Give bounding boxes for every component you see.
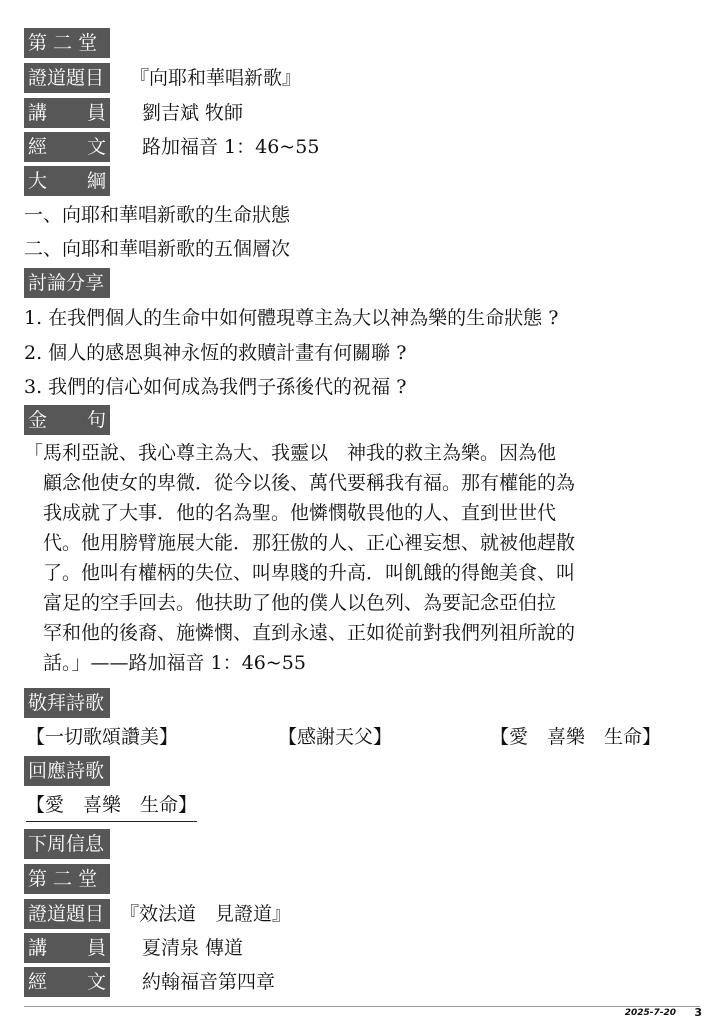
verse-label-char-1: 金 <box>28 409 48 431</box>
scripture-ref: 路加福音 1：46~55 <box>142 136 320 158</box>
page-number: 3 <box>694 1006 702 1019</box>
worship-song: 【一切歌頌讚美】 <box>26 726 179 748</box>
outline-item: 一、向耶和華唱新歌的生命狀態 <box>24 204 291 226</box>
outline-item: 二、向耶和華唱新歌的五個層次 <box>24 238 291 260</box>
next-scripture-label-char-2: 文 <box>86 971 106 993</box>
next-week-label: 下周信息 <box>24 829 110 859</box>
sermon-title-label: 證道題目 <box>24 63 110 93</box>
response-song: 【愛 喜樂 生命】 <box>26 790 197 822</box>
sermon-title: 『向耶和華唱新歌』 <box>130 67 302 89</box>
verse-line: 「馬利亞說、我心尊主為大、我靈以 神我的救主為樂。因為他 <box>24 442 557 464</box>
verse-line: 罕和他的後裔、施憐憫、直到永遠、正如從前對我們列祖所說的 <box>24 622 576 644</box>
worship-label: 敬拜詩歌 <box>24 688 110 718</box>
scripture-label-char-2: 文 <box>86 136 106 158</box>
verse-text <box>24 438 704 678</box>
verse-line: 話。」——路加福音 1：46~55 <box>24 652 306 674</box>
hall-label: 第 二 堂 <box>24 28 110 58</box>
speaker-label-char-1: 講 <box>28 102 48 124</box>
worship-song: 【愛 喜樂 生命】 <box>490 726 662 748</box>
next-speaker-label-char-1: 講 <box>28 937 48 959</box>
next-title-label: 證道題目 <box>24 899 110 929</box>
scripture-label <box>24 132 110 162</box>
speaker-label-char-2: 員 <box>86 102 106 124</box>
next-speaker-name: 夏清泉 傳道 <box>142 937 244 959</box>
verse-label <box>24 405 110 435</box>
outline-label-char-2: 綱 <box>86 170 106 192</box>
speaker-name: 劉吉斌 牧師 <box>142 102 244 124</box>
next-hall-label: 第 二 堂 <box>24 864 110 894</box>
response-label: 回應詩歌 <box>24 756 110 786</box>
next-scripture-ref: 約翰福音第四章 <box>142 971 276 993</box>
verse-line: 富足的空手回去。他扶助了他的僕人以色列、為要記念亞伯拉 <box>24 592 557 614</box>
verse-line: 顧念他使女的卑微．從今以後、萬代要稱我有福。那有權能的為 <box>24 472 576 494</box>
scripture-label-char-1: 經 <box>28 136 48 158</box>
discussion-item: 2. 個人的感恩與神永恆的救贖計畫有何關聯 ? <box>24 342 407 364</box>
footer-date: 2025-7-20 <box>624 1008 676 1018</box>
speaker-label <box>24 98 110 128</box>
footer-divider <box>24 1006 700 1007</box>
outline-label-char-1: 大 <box>28 170 48 192</box>
next-scripture-label-char-1: 經 <box>28 971 48 993</box>
next-scripture-label <box>24 967 110 997</box>
next-sermon-title: 『效法道 見證道』 <box>120 903 292 925</box>
discussion-item: 1. 在我們個人的生命中如何體現尊主為大以神為樂的生命狀態 ? <box>24 307 559 329</box>
discussion-item: 3. 我們的信心如何成為我們子孫後代的祝福 ? <box>24 376 407 398</box>
outline-label <box>24 166 110 196</box>
next-speaker-label <box>24 933 110 963</box>
next-speaker-label-char-2: 員 <box>86 937 106 959</box>
worship-song: 【感謝天父】 <box>278 726 393 748</box>
discussion-label: 討論分享 <box>24 268 110 298</box>
verse-line: 代。他用膀臂施展大能．那狂傲的人、正心裡妄想、就被他趕散 <box>24 532 576 554</box>
verse-line: 我成就了大事．他的名為聖。他憐憫敬畏他的人、直到世世代 <box>24 502 557 524</box>
verse-line: 了。他叫有權柄的失位、叫卑賤的升高．叫飢餓的得飽美食、叫 <box>24 562 576 584</box>
verse-label-char-2: 句 <box>86 409 106 431</box>
